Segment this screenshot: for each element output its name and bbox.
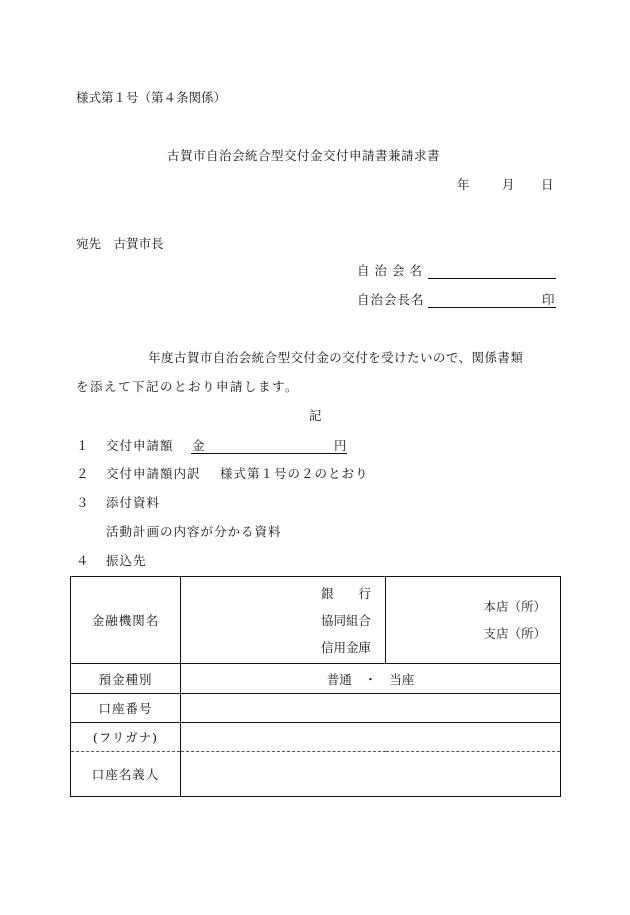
kind-cooperative: 協同組合 [320,612,371,628]
bank-transfer-table [70,576,561,797]
assoc-name-label: 自治会名 [357,263,428,278]
chair-name-field[interactable] [428,293,556,308]
form-number: 様式第１号（第４条関係） [76,90,227,105]
item-value: 様式第１号の２のとおり [220,466,369,481]
account-number-field[interactable] [181,694,561,723]
body-text-line2: を添えて下記のとおり申請します。 [76,379,300,394]
item-label: 振込先 [106,553,147,568]
ki-heading: 記 [309,408,322,423]
institution-kinds-cell[interactable] [181,577,386,664]
deposit-type-row [71,664,561,694]
holder-label: 口座名義人 [71,752,181,797]
item-detail: 活動計画の内容が分かる資料 [106,524,282,539]
deposit-type-label: 預金種別 [71,664,181,694]
branch-sub: 支店（所） [483,626,546,641]
item-number: ２ [76,466,89,481]
account-number-row [71,694,561,723]
assoc-name-field[interactable] [428,264,556,279]
item-number: ４ [76,553,89,568]
holder-field[interactable] [181,752,561,797]
item-label: 交付申請額内訳 [106,466,201,481]
furigana-field[interactable] [181,723,561,752]
institution-row [71,577,561,664]
document-title: 古賀市自治会統合型交付金交付申請書兼請求書 [167,148,441,163]
item-label: 交付申請額 [106,438,174,453]
furigana-row [71,723,561,752]
item-number: ３ [76,495,89,510]
amount-prefix: 金 [192,438,205,453]
furigana-label: (フリガナ) [71,723,181,752]
item-number: １ [76,438,89,453]
branch-main: 本店（所） [483,599,546,614]
institution-label: 金融機関名 [71,577,181,664]
kind-shinkin: 信用金庫 [320,639,371,655]
amount-field[interactable] [191,439,347,454]
holder-row [71,752,561,797]
addressee: 宛先 古賀市長 [76,236,164,251]
chair-name-label: 自治会長名 [357,292,425,307]
branch-cell[interactable] [386,577,561,664]
seal-mark: 印 [542,292,555,307]
date-year: 年 [457,177,470,192]
amount-suffix: 円 [334,438,347,453]
date-day: 日 [541,177,554,192]
deposit-type-value[interactable]: 普通 ・ 当座 [181,664,561,694]
kind-bank: 銀 行 [320,585,371,601]
date-month: 月 [502,177,515,192]
account-number-label: 口座番号 [71,694,181,723]
item-label: 添付資料 [106,495,161,510]
body-text-line1: 年度古賀市自治会統合型交付金の交付を受けたいので、関係書類 [148,350,524,365]
